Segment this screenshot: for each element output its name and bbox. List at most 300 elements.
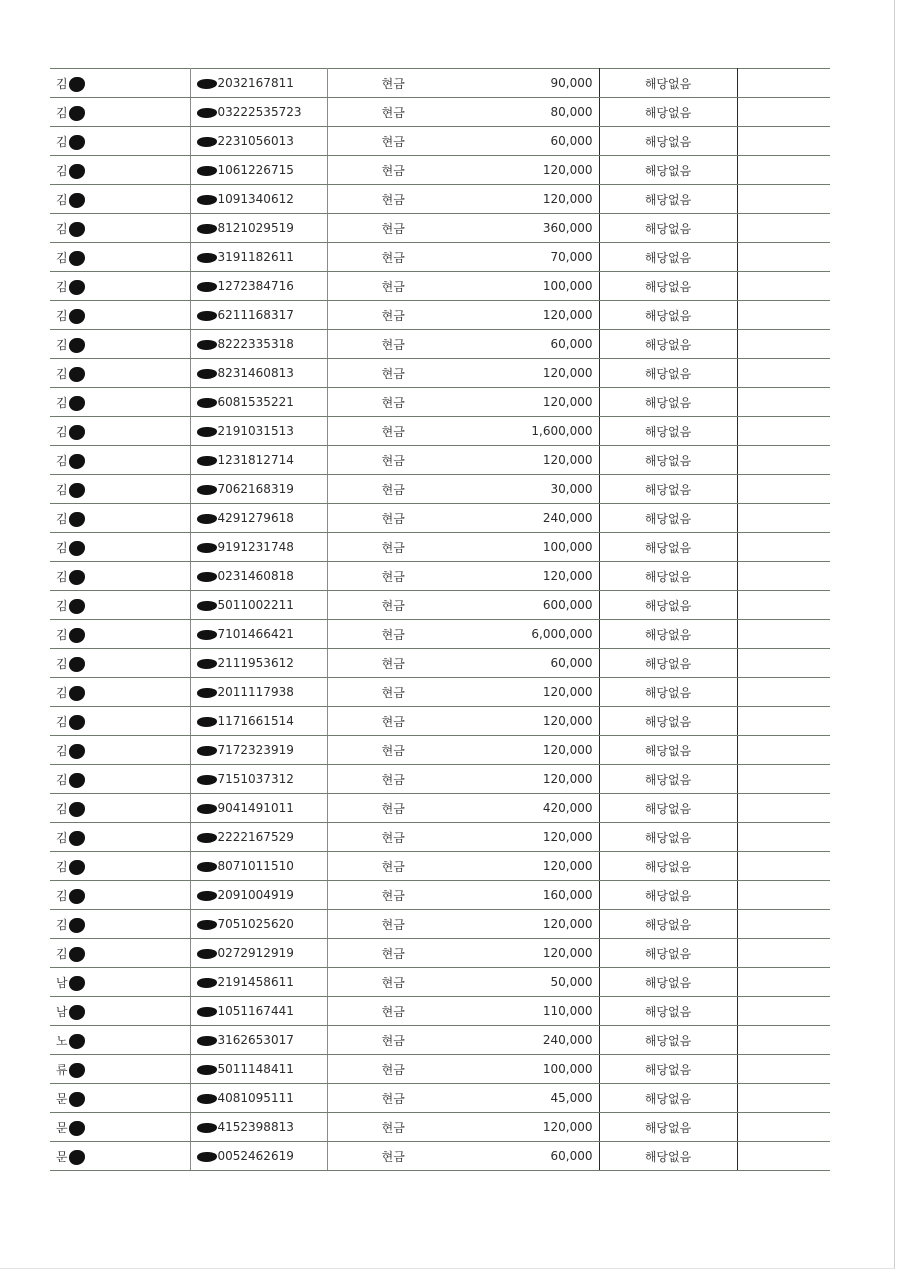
redaction-mark [69,454,85,469]
amount-cell: 240,000 [459,1026,599,1055]
payment-type-cell: 현금 [327,156,459,185]
table-row [50,1142,830,1171]
donor-id-cell [190,649,327,678]
donor-id: 8121029519 [217,221,294,235]
table-row [50,69,830,98]
donor-id-cell [190,359,327,388]
redaction-mark [197,456,217,466]
donor-id: 3162653017 [217,1033,294,1047]
empty-cell [737,185,830,214]
table-row [50,910,830,939]
redaction-mark [197,282,217,292]
payment-type-cell: 현금 [327,562,459,591]
table-row [50,678,830,707]
amount-cell: 120,000 [459,736,599,765]
redaction-mark [69,106,85,121]
donor-id-cell [190,156,327,185]
donor-surname: 김 [56,743,68,758]
payment-type-cell: 현금 [327,330,459,359]
donor-id: 1091340612 [217,192,294,206]
donor-surname: 김 [56,830,68,845]
donor-id-cell [190,98,327,127]
redaction-mark [69,1092,85,1107]
donor-id: 0272912919 [217,946,294,960]
donor-name-cell [50,417,190,446]
payment-type-cell: 현금 [327,910,459,939]
donor-id: 4081095111 [217,1091,294,1105]
table-row [50,620,830,649]
donor-name-cell [50,301,190,330]
donor-surname: 김 [56,221,68,236]
redaction-mark [69,483,85,498]
payment-type-cell: 현금 [327,649,459,678]
redaction-mark [69,1063,85,1078]
redaction-mark [197,1007,217,1017]
donor-id: 2222167529 [217,830,294,844]
empty-cell [737,388,830,417]
redaction-mark [69,976,85,991]
donor-surname: 노 [56,1033,68,1048]
redaction-mark [69,251,85,266]
donor-id-cell [190,736,327,765]
donor-surname: 김 [56,540,68,555]
payment-type-cell: 현금 [327,881,459,910]
donor-surname: 김 [56,279,68,294]
table-row [50,388,830,417]
table-row [50,272,830,301]
redaction-mark [69,1034,85,1049]
donor-id: 4291279618 [217,511,294,525]
donor-id-cell [190,997,327,1026]
donor-surname: 김 [56,337,68,352]
donor-name-cell [50,823,190,852]
donor-name-cell [50,388,190,417]
donor-id: 2032167811 [217,76,294,90]
empty-cell [737,301,830,330]
donor-name-cell [50,446,190,475]
donor-surname: 김 [56,569,68,584]
table-row [50,1055,830,1084]
empty-cell [737,939,830,968]
redaction-mark [69,309,85,324]
donor-id-cell [190,243,327,272]
redaction-mark [197,1036,217,1046]
empty-cell [737,156,830,185]
donor-id-cell [190,591,327,620]
amount-cell: 240,000 [459,504,599,533]
note-cell: 해당없음 [599,736,737,765]
redaction-mark [197,949,217,959]
table-row [50,968,830,997]
donor-id: 1051167441 [217,1004,294,1018]
payment-type-cell: 현금 [327,591,459,620]
donor-id: 0231460818 [217,569,294,583]
table-row [50,881,830,910]
donor-name-cell [50,69,190,98]
table-row [50,214,830,243]
donor-surname: 김 [56,105,68,120]
amount-cell: 120,000 [459,707,599,736]
empty-cell [737,794,830,823]
donor-surname: 김 [56,424,68,439]
donor-name-cell [50,939,190,968]
payment-type-cell: 현금 [327,243,459,272]
donor-id: 1272384716 [217,279,294,293]
donor-surname: 문 [56,1091,68,1106]
payment-type-cell: 현금 [327,127,459,156]
redaction-mark [197,717,217,727]
amount-cell: 60,000 [459,330,599,359]
payment-type-cell: 현금 [327,301,459,330]
donor-id-cell [190,823,327,852]
donor-id: 4152398813 [217,1120,294,1134]
payment-type-cell: 현금 [327,475,459,504]
note-cell: 해당없음 [599,794,737,823]
payment-type-cell: 현금 [327,98,459,127]
amount-cell: 120,000 [459,359,599,388]
redaction-mark [197,601,217,611]
redaction-mark [69,831,85,846]
redaction-mark [197,688,217,698]
payment-type-cell: 현금 [327,968,459,997]
empty-cell [737,591,830,620]
table-row [50,504,830,533]
note-cell: 해당없음 [599,446,737,475]
redaction-mark [197,224,217,234]
ledger-body [50,69,830,1171]
table-row [50,562,830,591]
donor-id-cell [190,388,327,417]
donor-id: 8222335318 [217,337,294,351]
redaction-mark [69,715,85,730]
donor-name-cell [50,1142,190,1171]
donor-name-cell [50,765,190,794]
donor-name-cell [50,1113,190,1142]
empty-cell [737,475,830,504]
donor-name-cell [50,1055,190,1084]
donor-id: 2011117938 [217,685,294,699]
note-cell: 해당없음 [599,214,737,243]
donor-id-cell [190,1026,327,1055]
donor-surname: 김 [56,888,68,903]
donor-name-cell [50,707,190,736]
note-cell: 해당없음 [599,620,737,649]
donor-name-cell [50,1084,190,1113]
empty-cell [737,997,830,1026]
donor-id-cell [190,794,327,823]
note-cell: 해당없음 [599,272,737,301]
redaction-mark [197,79,217,89]
donation-ledger-table [50,68,830,1171]
redaction-mark [69,802,85,817]
donor-surname: 김 [56,76,68,91]
empty-cell [737,417,830,446]
donor-id: 7062168319 [217,482,294,496]
donor-surname: 김 [56,946,68,961]
redaction-mark [69,541,85,556]
donor-surname: 김 [56,395,68,410]
note-cell: 해당없음 [599,649,737,678]
donor-id-cell [190,69,327,98]
payment-type-cell: 현금 [327,997,459,1026]
donor-surname: 남 [56,975,68,990]
donor-name-cell [50,736,190,765]
table-row [50,649,830,678]
donor-name-cell [50,504,190,533]
redaction-mark [197,804,217,814]
amount-cell: 90,000 [459,69,599,98]
donor-id-cell [190,1084,327,1113]
redaction-mark [197,1152,217,1162]
note-cell: 해당없음 [599,823,737,852]
donor-id-cell [190,272,327,301]
donor-name-cell [50,533,190,562]
redaction-mark [69,1005,85,1020]
donor-id: 8231460813 [217,366,294,380]
donor-name-cell [50,562,190,591]
payment-type-cell: 현금 [327,823,459,852]
note-cell: 해당없음 [599,98,737,127]
redaction-mark [197,398,217,408]
redaction-mark [197,746,217,756]
payment-type-cell: 현금 [327,1055,459,1084]
donor-id: 5011148411 [217,1062,294,1076]
note-cell: 해당없음 [599,910,737,939]
amount-cell: 600,000 [459,591,599,620]
amount-cell: 60,000 [459,649,599,678]
payment-type-cell: 현금 [327,736,459,765]
donor-name-cell [50,98,190,127]
donor-name-cell [50,794,190,823]
table-row [50,446,830,475]
table-row [50,823,830,852]
table-row [50,301,830,330]
table-row [50,127,830,156]
donor-id-cell [190,939,327,968]
empty-cell [737,1055,830,1084]
donor-name-cell [50,272,190,301]
donor-id-cell [190,330,327,359]
donor-id: 7151037312 [217,772,294,786]
redaction-mark [69,686,85,701]
table-row [50,736,830,765]
table-row [50,417,830,446]
table-row [50,1084,830,1113]
donor-id: 1061226715 [217,163,294,177]
empty-cell [737,98,830,127]
redaction-mark [69,425,85,440]
note-cell: 해당없음 [599,359,737,388]
donor-surname: 김 [56,453,68,468]
empty-cell [737,533,830,562]
redaction-mark [69,599,85,614]
empty-cell [737,214,830,243]
note-cell: 해당없음 [599,301,737,330]
note-cell: 해당없음 [599,1113,737,1142]
donor-surname: 김 [56,917,68,932]
donor-id-cell [190,417,327,446]
table-row [50,765,830,794]
donor-id: 1171661514 [217,714,294,728]
redaction-mark [69,628,85,643]
redaction-mark [197,978,217,988]
table-row [50,1113,830,1142]
donor-id-cell [190,852,327,881]
empty-cell [737,1084,830,1113]
table-row [50,185,830,214]
empty-cell [737,69,830,98]
donor-surname: 김 [56,250,68,265]
donor-name-cell [50,127,190,156]
table-row [50,997,830,1026]
payment-type-cell: 현금 [327,620,459,649]
payment-type-cell: 현금 [327,185,459,214]
payment-type-cell: 현금 [327,794,459,823]
amount-cell: 100,000 [459,272,599,301]
empty-cell [737,446,830,475]
redaction-mark [197,572,217,582]
redaction-mark [69,744,85,759]
donor-name-cell [50,214,190,243]
empty-cell [737,504,830,533]
redaction-mark [69,164,85,179]
empty-cell [737,562,830,591]
redaction-mark [197,543,217,553]
donor-surname: 김 [56,772,68,787]
empty-cell [737,359,830,388]
payment-type-cell: 현금 [327,852,459,881]
donor-name-cell [50,881,190,910]
redaction-mark [69,222,85,237]
note-cell: 해당없음 [599,881,737,910]
donor-name-cell [50,1026,190,1055]
note-cell: 해당없음 [599,156,737,185]
donor-surname: 김 [56,134,68,149]
donor-id: 7172323919 [217,743,294,757]
note-cell: 해당없음 [599,1084,737,1113]
donor-id: 2191458611 [217,975,294,989]
donor-name-cell [50,910,190,939]
donor-id-cell [190,968,327,997]
donor-id: 2091004919 [217,888,294,902]
donor-id-cell [190,707,327,736]
amount-cell: 80,000 [459,98,599,127]
donor-name-cell [50,243,190,272]
donor-surname: 김 [56,192,68,207]
note-cell: 해당없음 [599,417,737,446]
redaction-mark [197,630,217,640]
redaction-mark [197,340,217,350]
donor-id: 0052462619 [217,1149,294,1163]
donor-id-cell [190,678,327,707]
payment-type-cell: 현금 [327,533,459,562]
note-cell: 해당없음 [599,533,737,562]
note-cell: 해당없음 [599,1026,737,1055]
table-row [50,156,830,185]
donor-id-cell [190,185,327,214]
payment-type-cell: 현금 [327,359,459,388]
redaction-mark [69,773,85,788]
donor-surname: 김 [56,366,68,381]
note-cell: 해당없음 [599,1142,737,1171]
note-cell: 해당없음 [599,997,737,1026]
redaction-mark [197,108,217,118]
redaction-mark [197,920,217,930]
donor-id-cell [190,301,327,330]
empty-cell [737,707,830,736]
note-cell: 해당없음 [599,852,737,881]
donor-surname: 김 [56,685,68,700]
table-row [50,939,830,968]
payment-type-cell: 현금 [327,707,459,736]
note-cell: 해당없음 [599,707,737,736]
donor-name-cell [50,620,190,649]
amount-cell: 120,000 [459,185,599,214]
redaction-mark [197,1065,217,1075]
empty-cell [737,910,830,939]
amount-cell: 1,600,000 [459,417,599,446]
table-row [50,243,830,272]
amount-cell: 110,000 [459,997,599,1026]
donor-id: 2231056013 [217,134,294,148]
amount-cell: 45,000 [459,1084,599,1113]
amount-cell: 30,000 [459,475,599,504]
donor-surname: 김 [56,859,68,874]
donor-surname: 김 [56,627,68,642]
redaction-mark [69,193,85,208]
redaction-mark [197,137,217,147]
donor-name-cell [50,591,190,620]
payment-type-cell: 현금 [327,417,459,446]
amount-cell: 100,000 [459,1055,599,1084]
note-cell: 해당없음 [599,330,737,359]
payment-type-cell: 현금 [327,765,459,794]
donor-id: 7051025620 [217,917,294,931]
donor-name-cell [50,359,190,388]
donor-id-cell [190,562,327,591]
redaction-mark [69,338,85,353]
donor-id-cell [190,533,327,562]
amount-cell: 120,000 [459,1113,599,1142]
donor-id-cell [190,620,327,649]
payment-type-cell: 현금 [327,1084,459,1113]
amount-cell: 120,000 [459,910,599,939]
donor-id-cell [190,1113,327,1142]
payment-type-cell: 현금 [327,1113,459,1142]
donor-surname: 김 [56,308,68,323]
donor-id: 8071011510 [217,859,294,873]
redaction-mark [197,833,217,843]
redaction-mark [69,1150,85,1165]
note-cell: 해당없음 [599,678,737,707]
redaction-mark [69,1121,85,1136]
payment-type-cell: 현금 [327,446,459,475]
empty-cell [737,243,830,272]
note-cell: 해당없음 [599,475,737,504]
donor-id-cell [190,765,327,794]
donor-surname: 남 [56,1004,68,1019]
amount-cell: 420,000 [459,794,599,823]
empty-cell [737,330,830,359]
donor-id-cell [190,1055,327,1084]
donor-id: 6211168317 [217,308,294,322]
redaction-mark [197,659,217,669]
table-row [50,359,830,388]
note-cell: 해당없음 [599,1055,737,1084]
note-cell: 해당없음 [599,939,737,968]
amount-cell: 120,000 [459,388,599,417]
redaction-mark [69,918,85,933]
